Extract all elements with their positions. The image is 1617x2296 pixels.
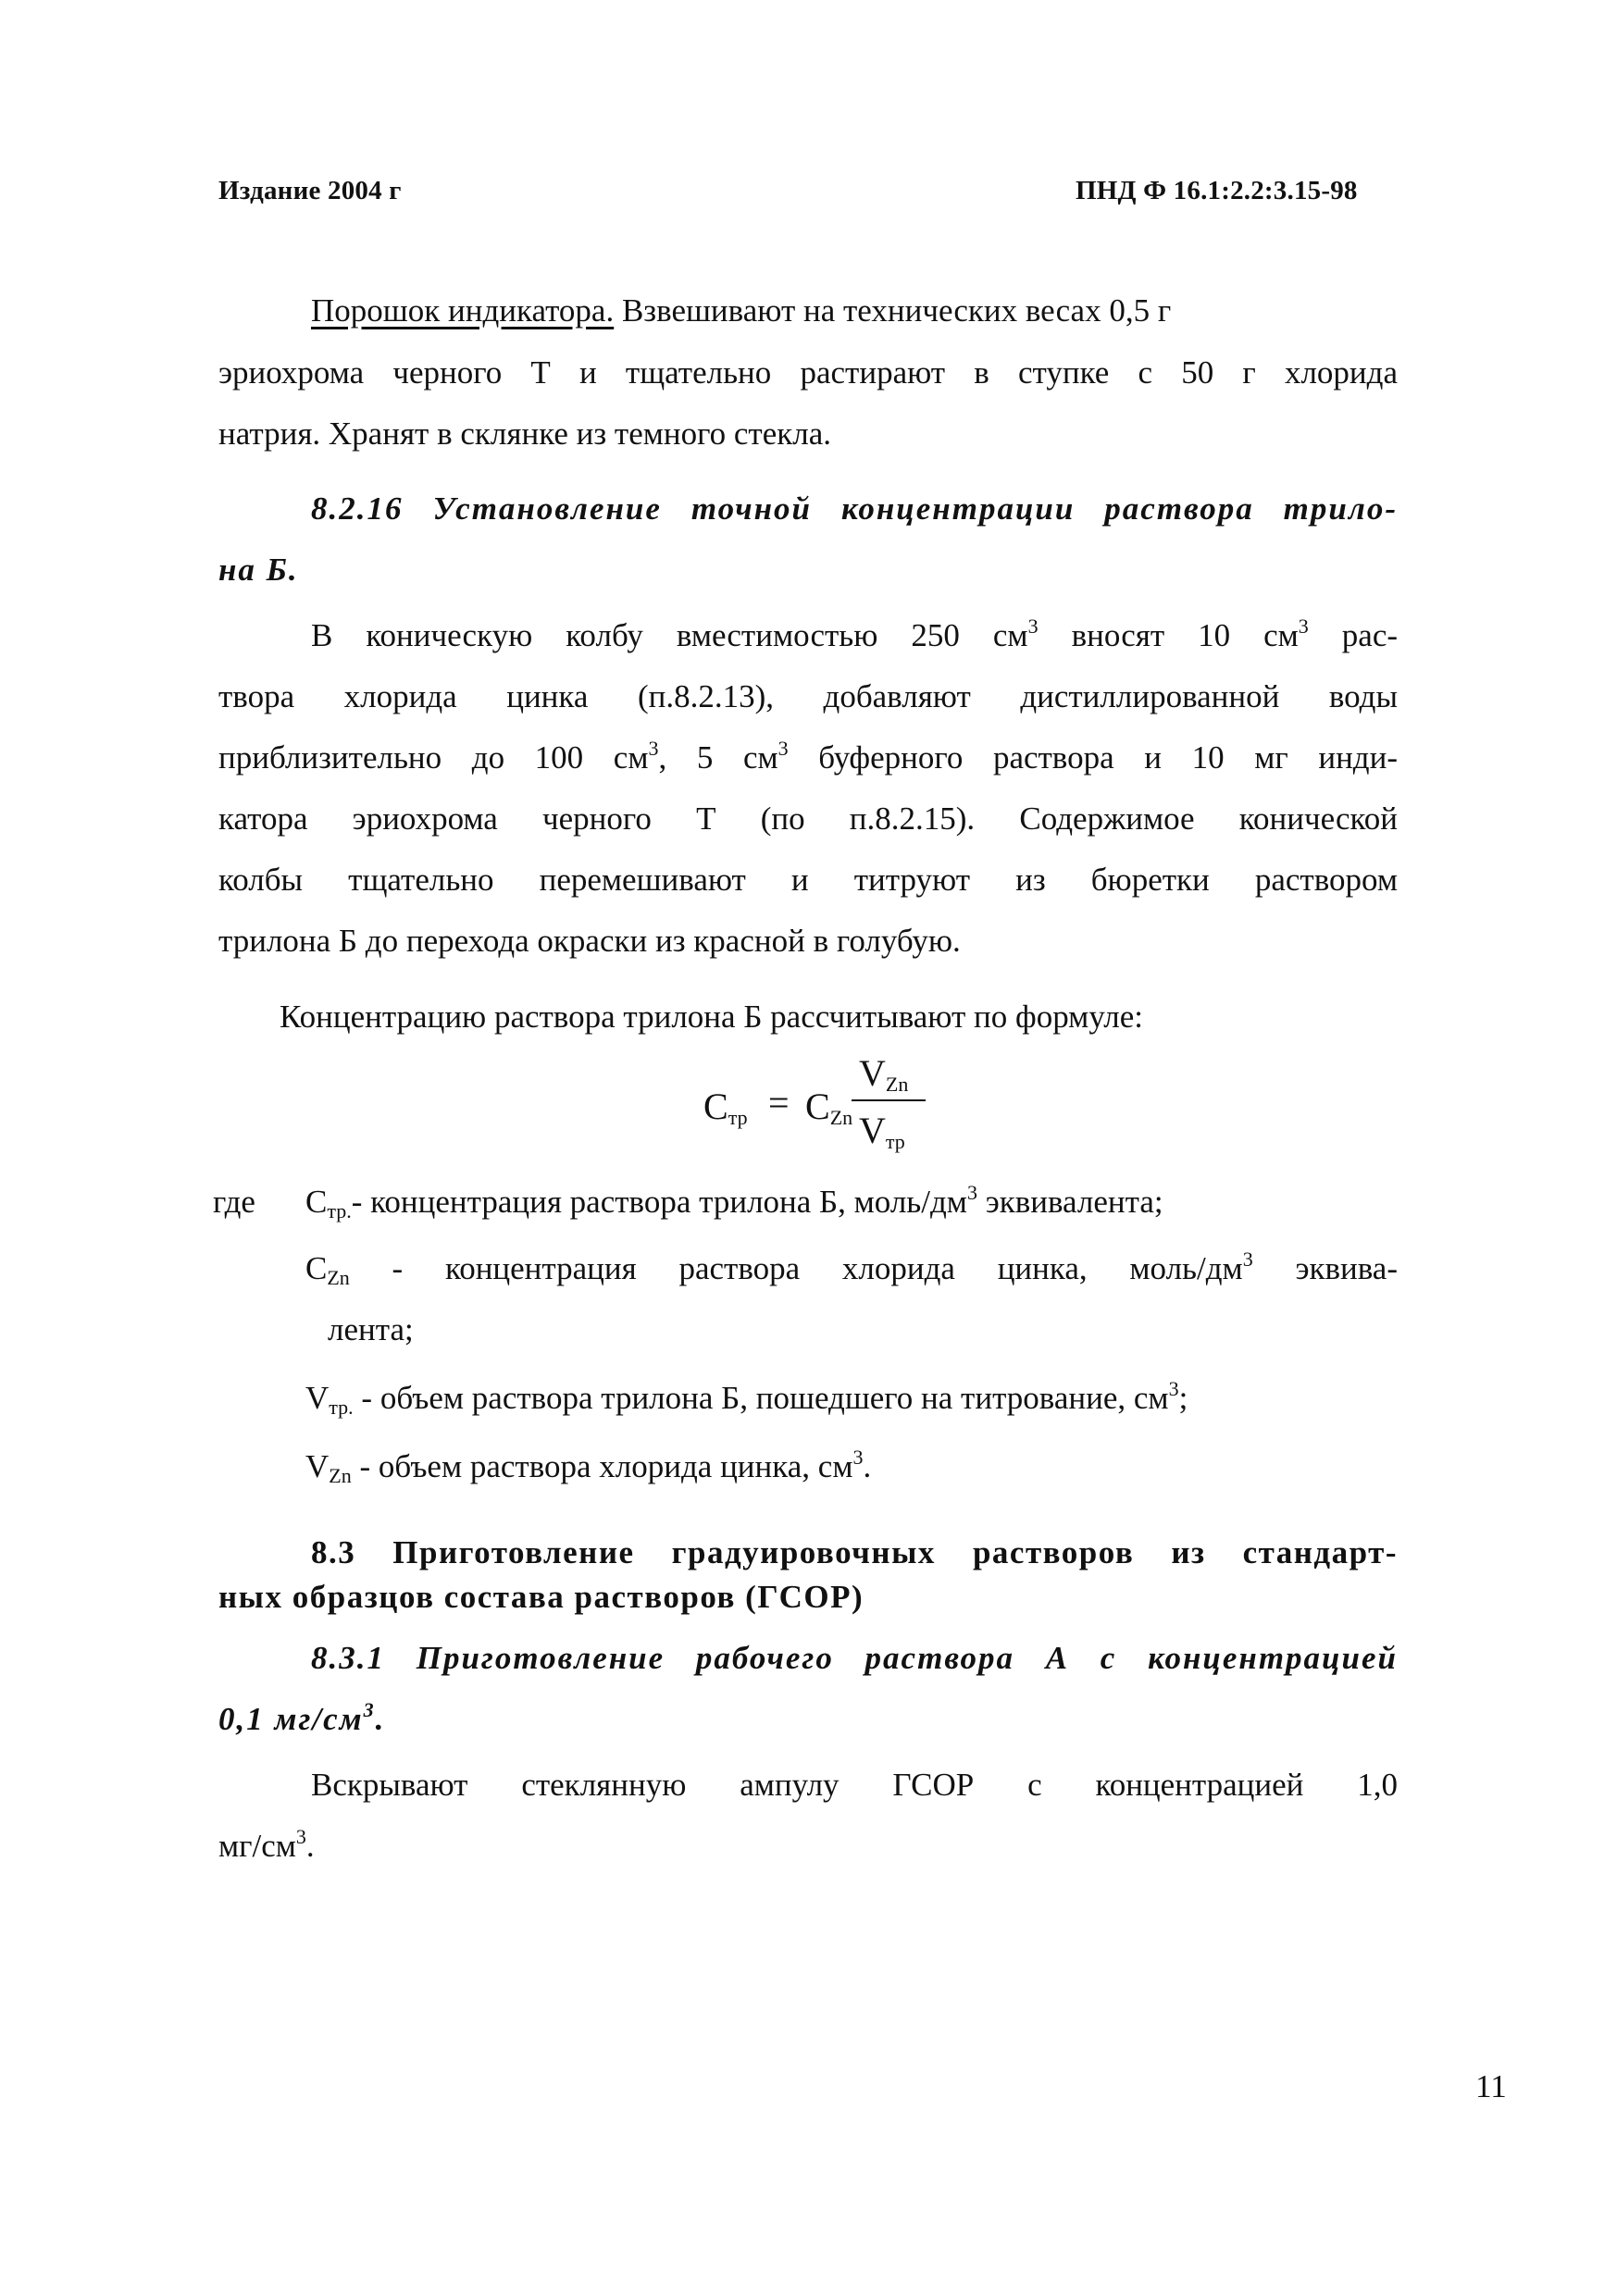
powder-line-1: Порошок индикатора. Взвешивают на технических весах 0,5 г (311, 292, 1172, 329)
definition-v-tr: $V_{тр.}$ - объем раствора трилона Б, пошедшего на титрование, $см^3$; (305, 1377, 1188, 1419)
powder-title: Порошок индикатора. (311, 292, 615, 329)
where-label: где (213, 1184, 255, 1220)
section-8-3-heading-line-1: 8.3 Приготовление градуировочных растворов из стандарт- (311, 1534, 1398, 1570)
powder-line-2: эриохрома черного Т и тщательно растирают в ступке с 50 г хлорида (218, 354, 1398, 391)
definition-c-zn-continued: лента; (328, 1311, 414, 1347)
formula-lhs: $C_{тр}$ (703, 1086, 748, 1129)
header-edition: Издание 2004 г (218, 176, 402, 205)
conical-line-3: приблизительно до 100 $см^3$, 5 $см^3$ буферного раствора и 10 мг инди- (218, 737, 1398, 776)
formula-equals: = (768, 1082, 790, 1123)
section-8-3-1-heading-line-2: 0,1 $мг/см^3$. (218, 1698, 386, 1737)
formula-fraction-bar (852, 1099, 926, 1101)
definition-c-tr: $C_{тр.}-$ концентрация раствора трилона Б, моль/$дм^3$ эквивалента; (305, 1181, 1163, 1222)
conical-line-6: трилона Б до перехода окраски из красной в голубую. (218, 923, 961, 959)
section-8-3-1-heading-line-1: 8.3.1 Приготовление рабочего раствора А с концентрацией (311, 1640, 1398, 1676)
formula-intro: Концентрацию раствора трилона Б рассчитывают по формуле: (280, 999, 1144, 1035)
header-document-code: ПНД Ф 16.1:2.2:3.15-98 (1076, 176, 1358, 205)
definition-c-zn: $C_{Zn}$ - концентрация раствора хлорида цинка, моль/$дм^3$ эквива- (305, 1247, 1398, 1289)
section-8-3-heading-line-2: ных образцов состава растворов (ГСОР) (218, 1579, 864, 1615)
formula-czn: $C_{Zn}$ (805, 1086, 853, 1129)
ampoule-line-1: Вскрывают стеклянную ампулу ГСОР с концентрацией 1,0 (311, 1767, 1398, 1803)
conical-line-1: В коническую колбу вместимостью 250 $см^3$ вносят 10 $см^3$ рас- (311, 614, 1399, 653)
conical-line-2: твора хлорида цинка (п.8.2.13), добавляют дистиллированной воды (218, 678, 1398, 714)
conical-line-4: катора эриохрома черного Т (по п.8.2.15). Содержимое конической (218, 800, 1398, 837)
page-number: 11 (1475, 2068, 1507, 2104)
powder-line-3: натрия. Хранят в склянке из темного стекла. (218, 416, 831, 452)
formula-numerator: $V_{Zn}$ (859, 1052, 909, 1096)
section-8-2-16-heading-line-2: на Б. (218, 552, 299, 588)
formula-denominator: $V_{тр}$ (859, 1110, 905, 1153)
ampoule-line-2: $мг/см^3$. (218, 1825, 315, 1864)
definition-v-zn: $V_{Zn}$ - объем раствора хлорида цинка, $см^3$. (305, 1446, 872, 1487)
section-8-2-16-heading-line-1: 8.2.16 Установление точной концентрации раствора трило- (311, 490, 1398, 527)
conical-line-5: колбы тщательно перемешивают и титруют из бюретки раствором (218, 862, 1398, 898)
